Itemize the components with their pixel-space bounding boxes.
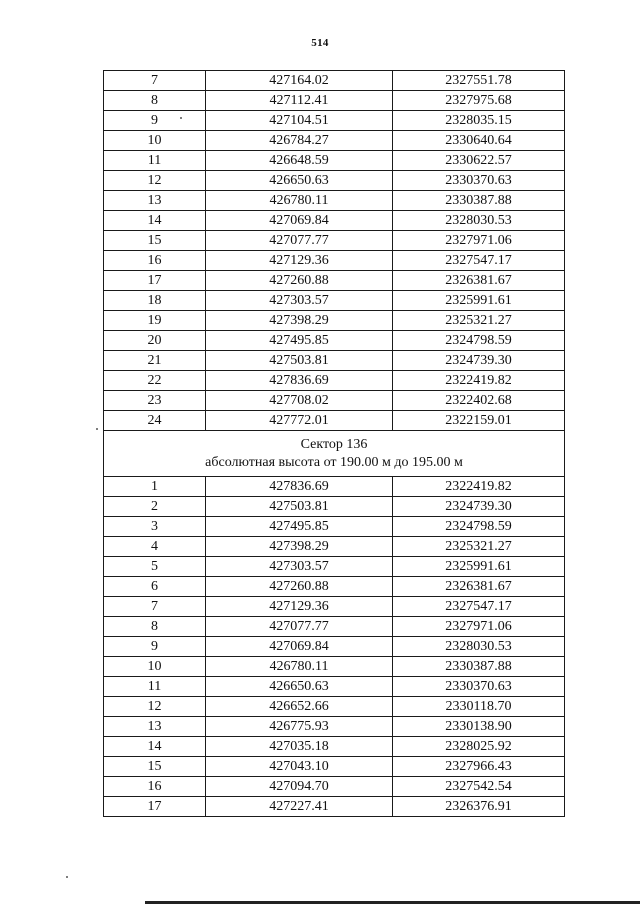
x-coordinate-cell: 427303.57 bbox=[206, 557, 393, 577]
x-coordinate-cell: 427836.69 bbox=[206, 371, 393, 391]
point-number-cell: 8 bbox=[104, 617, 206, 637]
point-number-cell: 11 bbox=[104, 151, 206, 171]
point-number-cell: 11 bbox=[104, 677, 206, 697]
x-coordinate-cell: 427104.51 bbox=[206, 111, 393, 131]
y-coordinate-cell: 2322159.01 bbox=[393, 411, 565, 431]
y-coordinate-cell: 2328035.15 bbox=[393, 111, 565, 131]
table-row bbox=[104, 71, 565, 91]
point-number-cell: 14 bbox=[104, 737, 206, 757]
table-row bbox=[104, 737, 565, 757]
table-row bbox=[104, 797, 565, 817]
point-number-cell: 21 bbox=[104, 351, 206, 371]
table-row bbox=[104, 331, 565, 351]
x-coordinate-cell: 427129.36 bbox=[206, 597, 393, 617]
y-coordinate-cell: 2324739.30 bbox=[393, 497, 565, 517]
table-row bbox=[104, 777, 565, 797]
point-number-cell: 15 bbox=[104, 757, 206, 777]
table-body-top bbox=[104, 71, 565, 431]
y-coordinate-cell: 2330640.64 bbox=[393, 131, 565, 151]
point-number-cell: 3 bbox=[104, 517, 206, 537]
coordinates-table bbox=[103, 70, 565, 817]
table-row bbox=[104, 131, 565, 151]
table-row bbox=[104, 271, 565, 291]
x-coordinate-cell: 427129.36 bbox=[206, 251, 393, 271]
table-row bbox=[104, 351, 565, 371]
y-coordinate-cell: 2325321.27 bbox=[393, 311, 565, 331]
point-number-cell: 6 bbox=[104, 577, 206, 597]
x-coordinate-cell: 427077.77 bbox=[206, 231, 393, 251]
x-coordinate-cell: 427495.85 bbox=[206, 517, 393, 537]
point-number-cell: 9 bbox=[104, 637, 206, 657]
x-coordinate-cell: 427708.02 bbox=[206, 391, 393, 411]
x-coordinate-cell: 427227.41 bbox=[206, 797, 393, 817]
x-coordinate-cell: 426780.11 bbox=[206, 657, 393, 677]
y-coordinate-cell: 2325991.61 bbox=[393, 291, 565, 311]
x-coordinate-cell: 427069.84 bbox=[206, 637, 393, 657]
x-coordinate-cell: 427035.18 bbox=[206, 737, 393, 757]
y-coordinate-cell: 2324798.59 bbox=[393, 517, 565, 537]
x-coordinate-cell: 427112.41 bbox=[206, 91, 393, 111]
table-row bbox=[104, 251, 565, 271]
x-coordinate-cell: 427094.70 bbox=[206, 777, 393, 797]
table-row bbox=[104, 91, 565, 111]
point-number-cell: 13 bbox=[104, 717, 206, 737]
point-number-cell: 7 bbox=[104, 71, 206, 91]
table-row bbox=[104, 717, 565, 737]
point-number-cell: 15 bbox=[104, 231, 206, 251]
point-number-cell: 14 bbox=[104, 211, 206, 231]
y-coordinate-cell: 2327975.68 bbox=[393, 91, 565, 111]
y-coordinate-cell: 2328030.53 bbox=[393, 637, 565, 657]
x-coordinate-cell: 427043.10 bbox=[206, 757, 393, 777]
x-coordinate-cell: 427260.88 bbox=[206, 577, 393, 597]
table-row bbox=[104, 211, 565, 231]
scan-speck bbox=[180, 117, 182, 119]
point-number-cell: 16 bbox=[104, 777, 206, 797]
y-coordinate-cell: 2322419.82 bbox=[393, 371, 565, 391]
table-row bbox=[104, 371, 565, 391]
point-number-cell: 12 bbox=[104, 171, 206, 191]
point-number-cell: 7 bbox=[104, 597, 206, 617]
section-title: Сектор 136 bbox=[300, 436, 368, 452]
y-coordinate-cell: 2330370.63 bbox=[393, 171, 565, 191]
page-number: 514 bbox=[311, 37, 329, 49]
table-row bbox=[104, 537, 565, 557]
y-coordinate-cell: 2325991.61 bbox=[393, 557, 565, 577]
point-number-cell: 18 bbox=[104, 291, 206, 311]
table-row bbox=[104, 311, 565, 331]
x-coordinate-cell: 427164.02 bbox=[206, 71, 393, 91]
y-coordinate-cell: 2330622.57 bbox=[393, 151, 565, 171]
table-row bbox=[104, 597, 565, 617]
y-coordinate-cell: 2330138.90 bbox=[393, 717, 565, 737]
y-coordinate-cell: 2328030.53 bbox=[393, 211, 565, 231]
scan-edge-line bbox=[145, 901, 640, 904]
section-subtitle: абсолютная высота от 190.00 м до 195.00 м bbox=[205, 454, 463, 470]
point-number-cell: 17 bbox=[104, 271, 206, 291]
point-number-cell: 23 bbox=[104, 391, 206, 411]
point-number-cell: 4 bbox=[104, 537, 206, 557]
y-coordinate-cell: 2327542.54 bbox=[393, 777, 565, 797]
point-number-cell: 24 bbox=[104, 411, 206, 431]
y-coordinate-cell: 2327971.06 bbox=[393, 231, 565, 251]
table-row bbox=[104, 231, 565, 251]
table-row bbox=[104, 517, 565, 537]
table-row bbox=[104, 657, 565, 677]
point-number-cell: 8 bbox=[104, 91, 206, 111]
point-number-cell: 5 bbox=[104, 557, 206, 577]
x-coordinate-cell: 426780.11 bbox=[206, 191, 393, 211]
table-row bbox=[104, 557, 565, 577]
table-row bbox=[104, 171, 565, 191]
x-coordinate-cell: 426648.59 bbox=[206, 151, 393, 171]
y-coordinate-cell: 2324739.30 bbox=[393, 351, 565, 371]
point-number-cell: 12 bbox=[104, 697, 206, 717]
y-coordinate-cell: 2324798.59 bbox=[393, 331, 565, 351]
y-coordinate-cell: 2322419.82 bbox=[393, 477, 565, 497]
x-coordinate-cell: 427503.81 bbox=[206, 497, 393, 517]
point-number-cell: 16 bbox=[104, 251, 206, 271]
table-row bbox=[104, 411, 565, 431]
x-coordinate-cell: 427303.57 bbox=[206, 291, 393, 311]
x-coordinate-cell: 427495.85 bbox=[206, 331, 393, 351]
table-row bbox=[104, 111, 565, 131]
point-number-cell: 22 bbox=[104, 371, 206, 391]
scan-speck bbox=[96, 428, 98, 430]
y-coordinate-cell: 2327971.06 bbox=[393, 617, 565, 637]
table-row bbox=[104, 677, 565, 697]
x-coordinate-cell: 427398.29 bbox=[206, 537, 393, 557]
y-coordinate-cell: 2327547.17 bbox=[393, 251, 565, 271]
x-coordinate-cell: 427077.77 bbox=[206, 617, 393, 637]
table-row bbox=[104, 151, 565, 171]
table-row bbox=[104, 697, 565, 717]
table-row bbox=[104, 391, 565, 411]
table-row bbox=[104, 637, 565, 657]
y-coordinate-cell: 2330370.63 bbox=[393, 677, 565, 697]
point-number-cell: 20 bbox=[104, 331, 206, 351]
x-coordinate-cell: 426650.63 bbox=[206, 171, 393, 191]
table-row bbox=[104, 577, 565, 597]
table-row bbox=[104, 477, 565, 497]
x-coordinate-cell: 426784.27 bbox=[206, 131, 393, 151]
section-header-row bbox=[104, 431, 565, 477]
point-number-cell: 10 bbox=[104, 131, 206, 151]
y-coordinate-cell: 2327966.43 bbox=[393, 757, 565, 777]
x-coordinate-cell: 427836.69 bbox=[206, 477, 393, 497]
y-coordinate-cell: 2330387.88 bbox=[393, 191, 565, 211]
point-number-cell: 13 bbox=[104, 191, 206, 211]
y-coordinate-cell: 2328025.92 bbox=[393, 737, 565, 757]
point-number-cell: 9 bbox=[104, 111, 206, 131]
table-row bbox=[104, 291, 565, 311]
y-coordinate-cell: 2326376.91 bbox=[393, 797, 565, 817]
y-coordinate-cell: 2325321.27 bbox=[393, 537, 565, 557]
point-number-cell: 10 bbox=[104, 657, 206, 677]
table-body-bottom bbox=[104, 477, 565, 817]
x-coordinate-cell: 426652.66 bbox=[206, 697, 393, 717]
y-coordinate-cell: 2330387.88 bbox=[393, 657, 565, 677]
x-coordinate-cell: 426775.93 bbox=[206, 717, 393, 737]
y-coordinate-cell: 2327551.78 bbox=[393, 71, 565, 91]
y-coordinate-cell: 2327547.17 bbox=[393, 597, 565, 617]
section-header-cell bbox=[104, 431, 565, 477]
table-row bbox=[104, 497, 565, 517]
table-row bbox=[104, 617, 565, 637]
x-coordinate-cell: 427398.29 bbox=[206, 311, 393, 331]
table-row bbox=[104, 191, 565, 211]
x-coordinate-cell: 427772.01 bbox=[206, 411, 393, 431]
scan-speck bbox=[66, 876, 68, 878]
point-number-cell: 19 bbox=[104, 311, 206, 331]
x-coordinate-cell: 427069.84 bbox=[206, 211, 393, 231]
x-coordinate-cell: 427503.81 bbox=[206, 351, 393, 371]
point-number-cell: 2 bbox=[104, 497, 206, 517]
y-coordinate-cell: 2330118.70 bbox=[393, 697, 565, 717]
section-header-body bbox=[104, 431, 565, 477]
y-coordinate-cell: 2326381.67 bbox=[393, 577, 565, 597]
point-number-cell: 1 bbox=[104, 477, 206, 497]
x-coordinate-cell: 427260.88 bbox=[206, 271, 393, 291]
y-coordinate-cell: 2322402.68 bbox=[393, 391, 565, 411]
point-number-cell: 17 bbox=[104, 797, 206, 817]
x-coordinate-cell: 426650.63 bbox=[206, 677, 393, 697]
y-coordinate-cell: 2326381.67 bbox=[393, 271, 565, 291]
table-row bbox=[104, 757, 565, 777]
